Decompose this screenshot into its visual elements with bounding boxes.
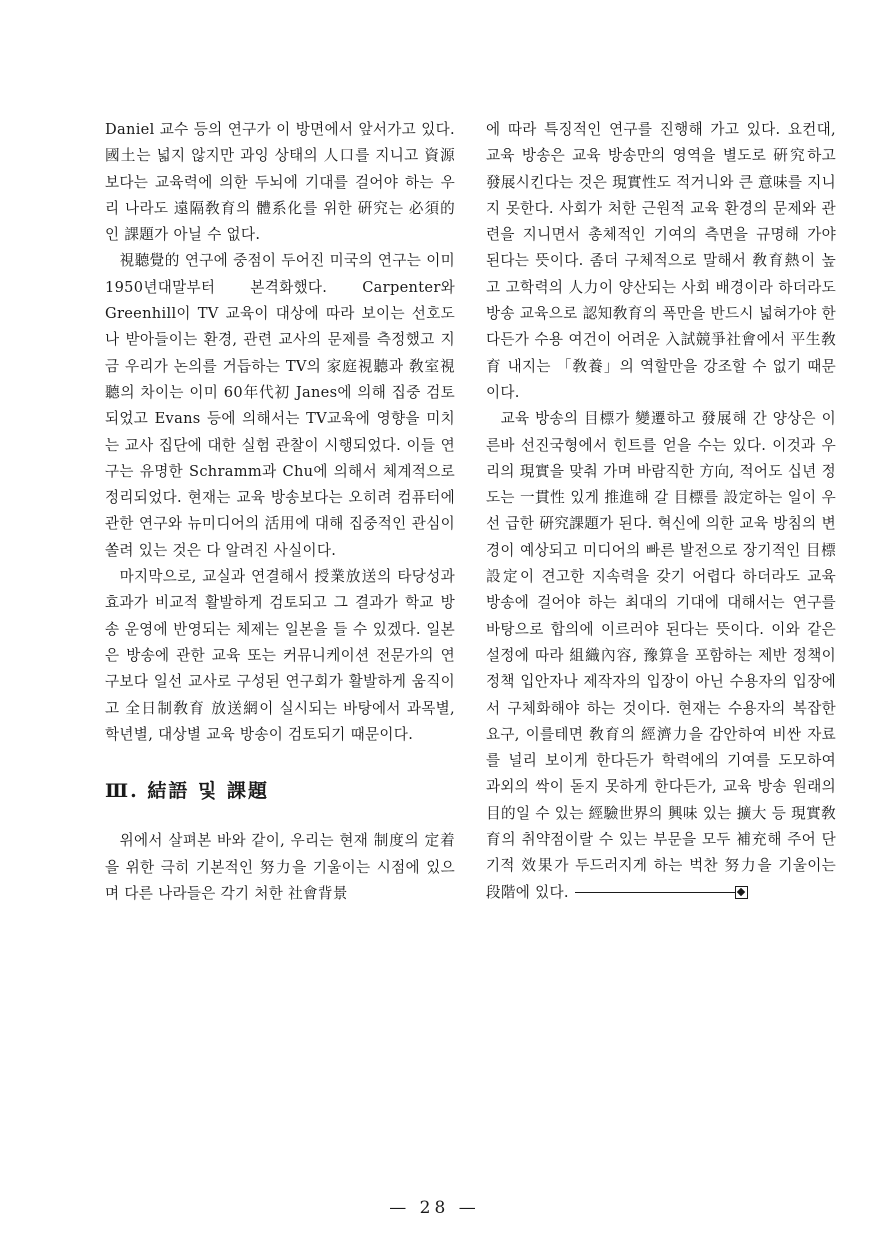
left-paragraph-1: Daniel 교수 등의 연구가 이 방면에서 앞서가고 있다. 國土는 넓지 않지만 과잉 상태의 人口를 지니고 資源보다는 교육력에 의한 두뇌에 기대를 걸어야 하는 우리 나라도 遠隔敎育의 體系化를 위한 硏究는 必須的인 課題가 아닐 수 없다. [105,121,455,244]
page-number: — 28 — [389,1198,480,1218]
left-paragraph-2: 視聽覺的 연구에 중점이 두어진 미국의 연구는 이미 1950년대말부터 본격화했다. Carpenter와 Greenhill이 TV 교육이 대상에 따라 보이는 선호도나 받아들이는 환경, 관련 교사의 문제를 측정했고 지금 우리가 논의를 거듭하는 TV의 家庭視聽과 敎室視聽의 차이는 이미 60年代初 Janes에 의해 집중 검토되었고 Evans 등에 의해서는 TV교육에 영향을 미치는 교사 집단에 대한 실험 관찰이 시행되었다. 이들 연구는 유명한 Schramm과 Chu에 의해서 체계적으로 정리되었다. 현재는 교육 방송보다는 오히려 컴퓨터에 관한 연구와 뉴미디어의 活用에 대해 집중적인 관심이 쏠려 있는 것은 다 알려진 사실이다. [105,252,455,559]
right-paragraph-2-text: 교육 방송의 目標가 變遷하고 發展해 간 양상은 이른바 선진국형에서 힌트를 얻을 수는 있다. 이것과 우리의 現實을 맞춰 가며 바람직한 方向, 적어도 십년 정도는 一貫性 있게 推進해 갈 目標를 設定하는 일이 우선 급한 硏究課題가 된다. 혁신에 의한 교육 방침의 변경이 예상되고 미디어의 빠른 발전으로 장기적인 目標設定이 견고한 지속력을 갖기 어렵다 하더라도 교육 방송에 걸어야 하는 최대의 기대에 대해서는 연구를 바탕으로 합의에 이르러야 된다는 뜻이다. 이와 같은 설정에 따라 組織內容, 豫算을 포함하는 제반 정책이 정책 입안자나 제작자의 입장이 아닌 수용자의 입장에서 구체화해야 하는 것이다. 현재는 수용자의 복잡한 요구, 이를테면 敎育의 經濟力을 감안하여 비싼 자료를 널리 보이게 한다든가 학력에의 기여를 도모하여 과외의 싹이 돋지 못하게 한다든가, 교육 방송 원래의 目的일 수 있는 經驗世界의 興味 있는 擴大 등 現實敎育의 취약점이랄 수 있는 부문을 모두 補充해 주어 단기적 效果가 두드러지게 하는 벅찬 努力을 기울이는 段階에 있다. [486,410,837,901]
left-paragraph-3: 마지막으로, 교실과 연결해서 授業放送의 타당성과 효과가 비교적 활발하게 검토되고 그 결과가 학교 방송 운영에 반영되는 체제는 일본을 들 수 있겠다. 일본은 방송에 관한 교육 또는 커뮤니케이션 전문가의 연구보다 일선 교사로 구성된 연구회가 활발하게 움직이고 全日制敎育 放送網이 실시되는 바탕에서 과목별, 학년별, 대상별 교육 방송이 검토되기 때문이다. [105,568,455,743]
end-rule [575,892,735,893]
right-column [486,117,836,906]
diamond-in-square-icon [735,886,748,899]
left-column [105,117,455,907]
section-heading: Ⅲ. 結語 및 課題 [105,780,269,803]
right-paragraph-2 [486,406,836,906]
left-paragraph-4: 위에서 살펴본 바와 같이, 우리는 현재 制度의 定着을 위한 극히 기본적인 努力을 기울이는 시점에 있으며 다른 나라들은 각기 처한 社會背景 [105,832,455,903]
right-paragraph-1: 에 따라 특징적인 연구를 진행해 가고 있다. 요컨대, 교육 방송은 교육 방송만의 영역을 별도로 硏究하고 發展시킨다는 것은 現實性도 적거니와 큰 意味를 지니지 못한다. 사회가 처한 근원적 교육 환경의 문제와 관련을 지니면서 총체적인 기여의 측면을 규명해 가야 된다는 뜻이다. 좀더 구체적으로 말해서 敎育熱이 높고 고학력의 人力이 양산되는 사회 배경이라 하더라도 방송 교육으로 認知敎育의 폭만을 반드시 넓혀가야 한다든가 수용 여건이 어려운 入試競爭社會에서 平生敎育 내지는 「敎養」의 역할만을 강조할 수 없기 때문이다. [486,121,836,401]
